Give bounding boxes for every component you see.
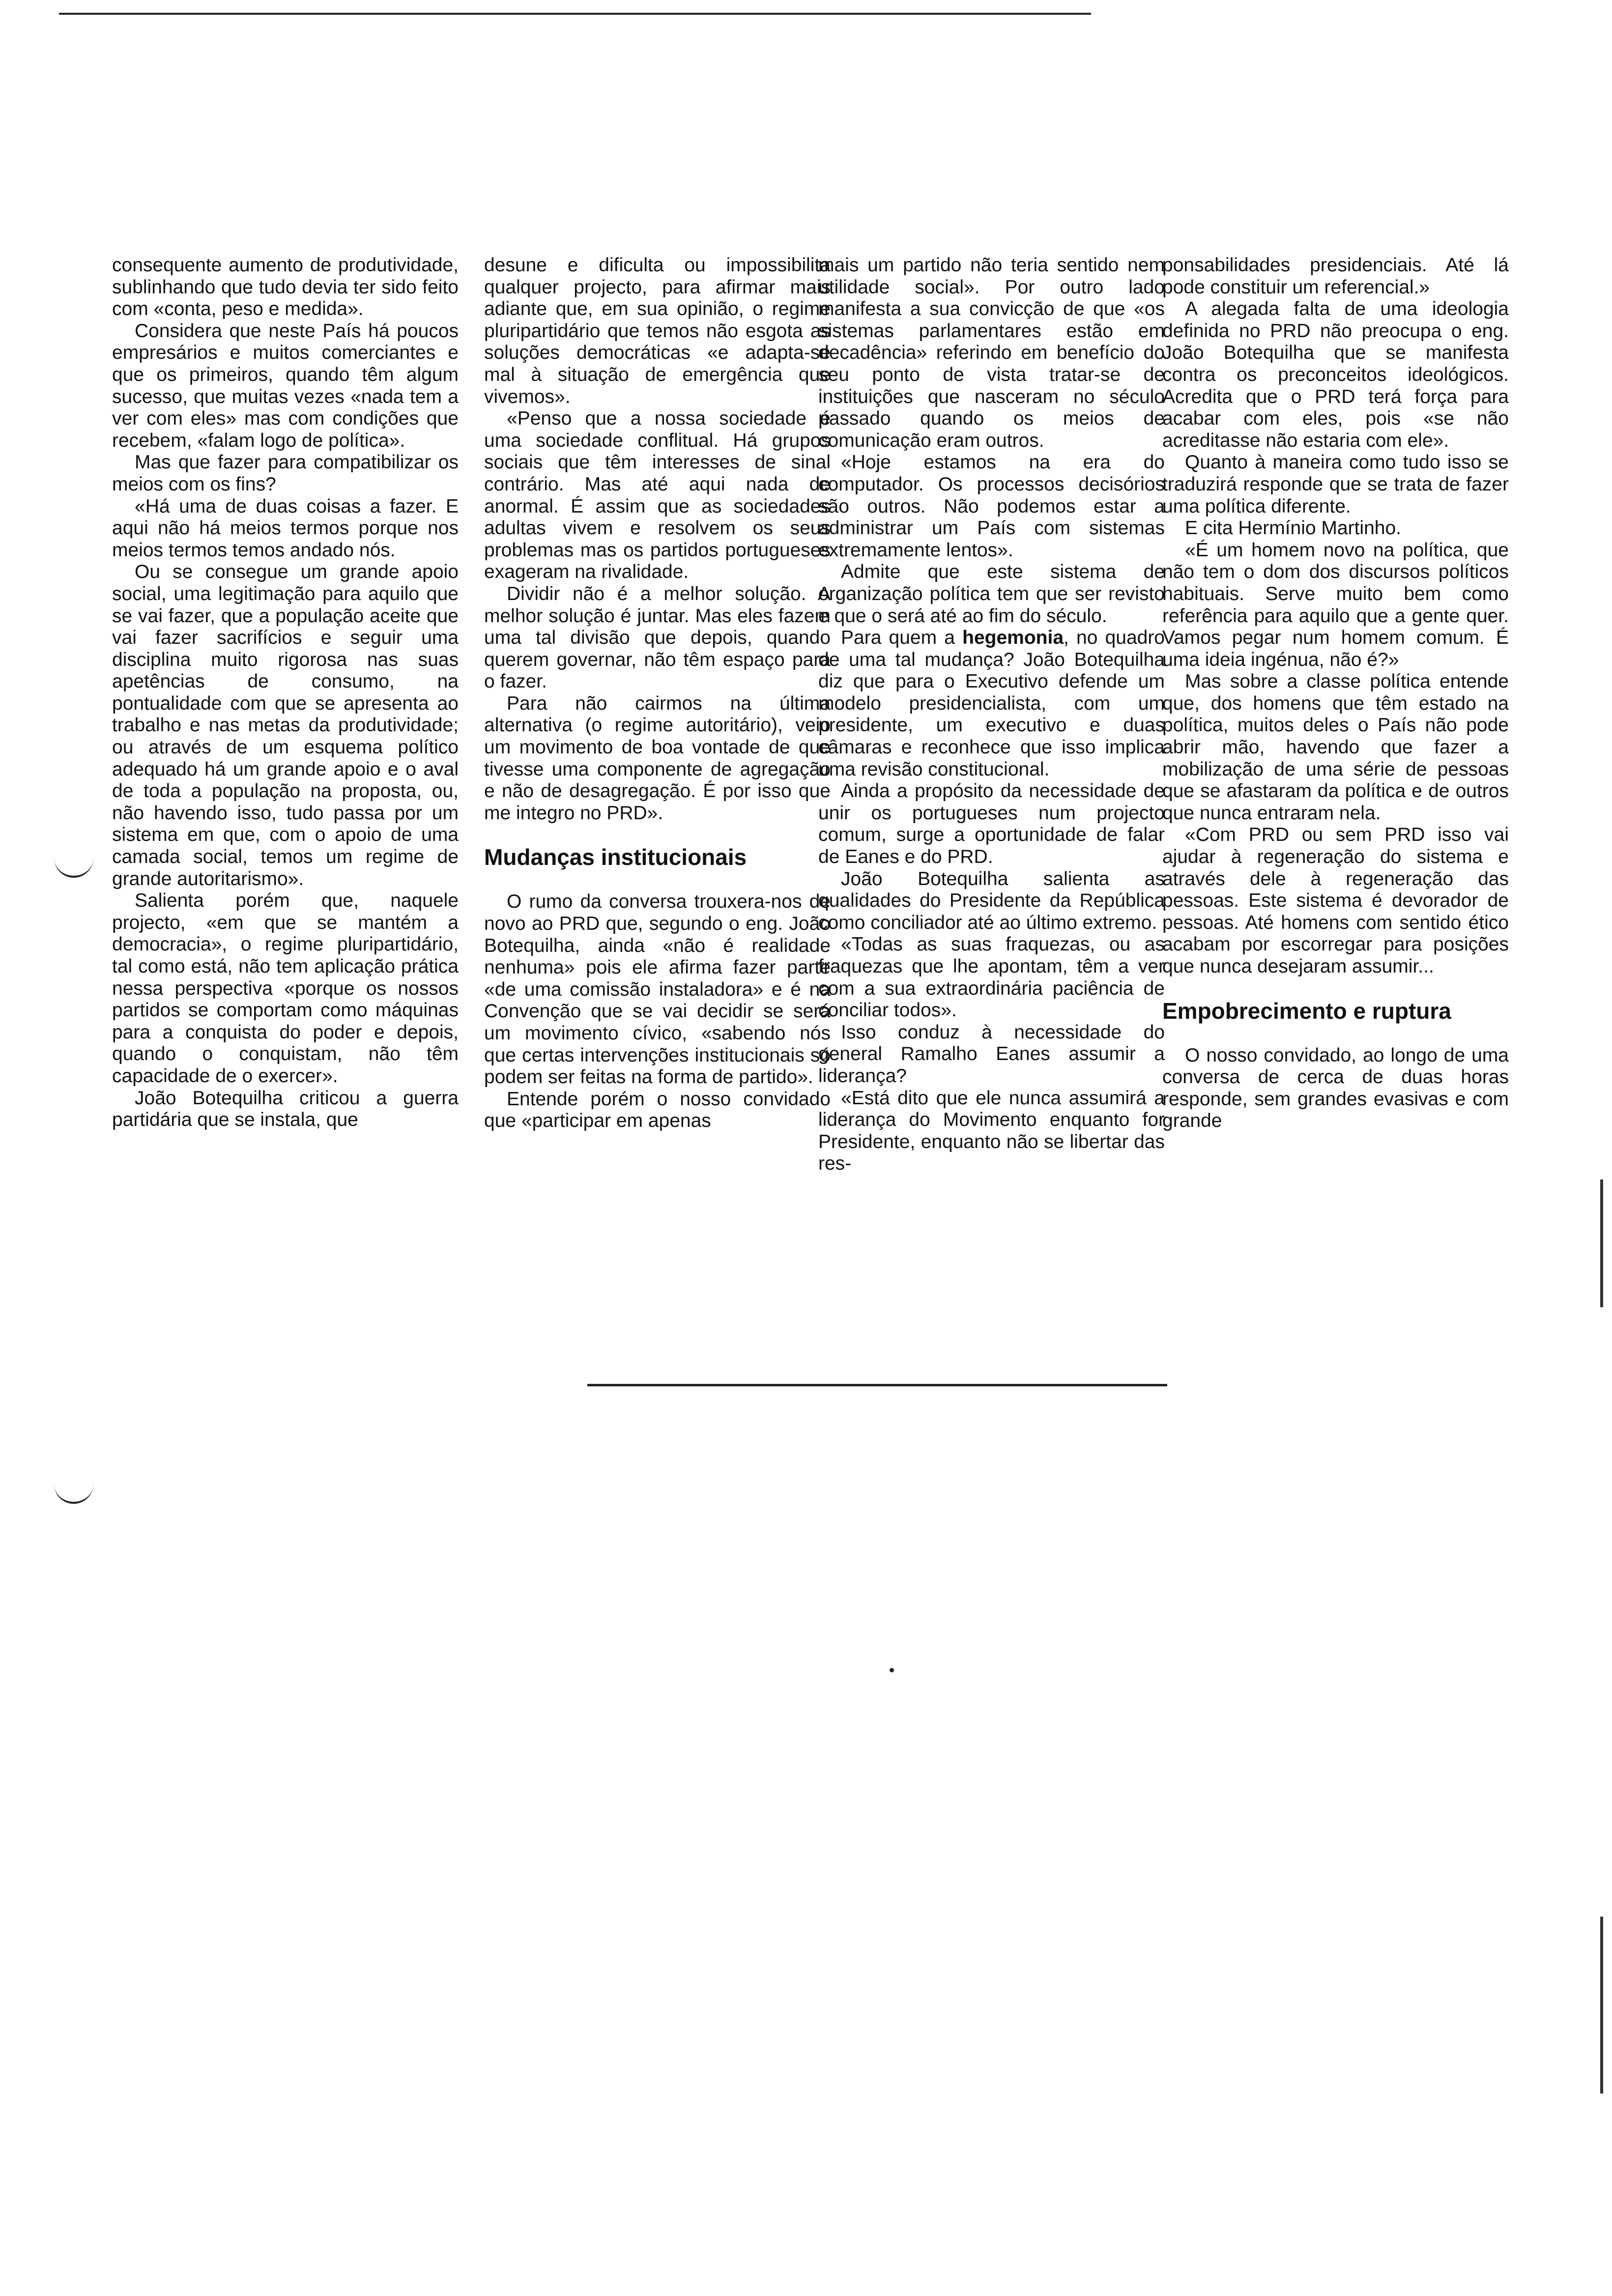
paragraph: Para não cairmos na última alternativa (o regime autoritário), veio um movimento de boa vontade de que tivesse uma componente de agregação e não de desagregação. É por isso que me integro no PRD».	[484, 692, 831, 824]
paragraph: Ainda a propósito da necessidade de unir os portugueses num projecto comum, surge a oportunidade de falar de Eanes e do PRD.	[818, 780, 1165, 868]
paragraph: «Hoje estamos na era do computador. Os processos decisórios são outros. Não podemos estar a administrar um País com sistemas extremamente lentos».	[818, 452, 1165, 561]
top-rule	[59, 13, 1091, 15]
binder-hole-mark	[54, 858, 93, 878]
paragraph: «Com PRD ou sem PRD isso vai ajudar à regeneração do sistema e através dele à regeneração das pessoas. Este sistema é devorador de pessoas. Até homens com sentido ético acabam por escorregar para posições que nunca desejaram assumir...	[1162, 824, 1509, 977]
paragraph: João Botequilha salienta as qualidades do Presidente da República como conciliador até ao último extremo.	[818, 868, 1165, 933]
scan-speck	[890, 1668, 894, 1672]
paragraph: João Botequilha criticou a guerra partidária que se instala, que	[112, 1087, 459, 1131]
scan-edge-mark	[1600, 1917, 1603, 2094]
paragraph: Ou se consegue um grande apoio social, uma legitimação para aquilo que se vai fazer, que a população aceite que vai fazer sacrifícios e seguir uma disciplina muito rigorosa nas suas apetências de consumo, na pontualidade com que se apresenta ao trabalho e nas metas da produtividade; ou através de um esquema político adequado há um grande apoio e o aval de toda a população na proposta, ou, não havendo isso, tudo passa por um sistema em que, com o apoio de uma camada social, temos um regime de grande autoritarismo».	[112, 561, 459, 890]
scan-edge-mark	[1600, 1179, 1603, 1307]
section-heading-empobrecimento: Empobrecimento e ruptura	[1162, 998, 1451, 1024]
paragraph: Mas que fazer para compatibilizar os meios com os fins?	[112, 452, 459, 495]
paragraph: Entende porém o nosso convidado que «participar em apenas	[484, 1088, 831, 1132]
section-heading-mudancas: Mudanças institucionais	[484, 844, 747, 870]
paragraph: «Há uma de duas coisas a fazer. E aqui não há meios termos porque nos meios termos temos andado nós.	[112, 495, 459, 561]
bottom-rule	[587, 1384, 1167, 1386]
binder-hole-mark	[54, 1484, 93, 1504]
paragraph: «Está dito que ele nunca assumirá a liderança do Movimento enquanto for Presidente, enquanto não se libertar das res-	[818, 1087, 1165, 1175]
paragraph: O nosso convidado, ao longo de uma conversa de cerca de duas horas responde, sem grandes evasivas e com grande	[1162, 1044, 1509, 1132]
text-run: , no quadro de uma tal mudança? João Botequilha diz que para o Executivo defende um modelo presidencialista, com um presidente, um executivo e duas câmaras e reconhece que isso implica uma revisão constitucional.	[818, 627, 1165, 780]
text-run: Para quem a	[841, 627, 963, 649]
column-3	[818, 255, 1165, 1175]
paragraph: Isso conduz à necessidade do general Ramalho Eanes assumir a liderança?	[818, 1021, 1165, 1087]
paragraph: ponsabilidades presidenciais. Até lá pode constituir um referencial.»	[1162, 255, 1509, 298]
paragraph: consequente aumento de produtividade, sublinhando que tudo devia ter sido feito com «conta, peso e medida».	[112, 255, 459, 320]
paragraph: «Penso que a nossa sociedade é uma sociedade conflitual. Há grupos sociais que têm interesses de sinal contrário. Mas até aqui nada de anormal. É assim que as sociedades adultas vivem e resolvem os seus problemas mas os partidos portugueses exageram na rivalidade.	[484, 408, 831, 583]
paragraph: «É um homem novo na política, que não tem o dom dos discursos políticos habituais. Serve muito bem como referência para aquilo que a gente quer. Vamos pegar num homem comum. É uma ideia ingénua, não é?»	[1162, 539, 1509, 670]
paragraph: Dividir não é a melhor solução. A melhor solução é juntar. Mas eles fazem uma tal divisão que depois, quando querem governar, não têm espaço para o fazer.	[484, 583, 831, 692]
paragraph: A alegada falta de uma ideologia definida no PRD não preocupa o eng. João Botequilha que se manifesta contra os preconceitos ideológicos. Acredita que o PRD terá força para acabar com eles, pois «se não acreditasse não estaria com ele».	[1162, 298, 1509, 451]
paragraph: Considera que neste País há poucos empresários e muitos comerciantes e que os primeiros, quando têm algum sucesso, que muitas vezes «nada tem a ver com eles» mas com condições que recebem, «falam logo de política».	[112, 320, 459, 451]
paragraph: Mas sobre a classe política entende que, dos homens que têm estado na política, muitos deles o País não pode abrir mão, havendo que fazer a mobilização de uma série de pessoas que se afastaram da política e de outros que nunca entraram nela.	[1162, 671, 1509, 824]
column-1	[112, 255, 459, 1131]
column-4	[1162, 255, 1509, 1132]
paragraph: desune e dificulta ou impossibilita qualquer projecto, para afirmar mais adiante que, em sua opinião, o regime pluripartidário que temos não esgota as soluções democráticas «e adapta-se mal à situação de emergência que vivemos».	[484, 255, 831, 407]
paragraph: Salienta porém que, naquele projecto, «em que se mantém a democracia», o regime pluripartidário, tal como está, não tem aplicação prática nessa perspectiva «porque os nossos partidos se comportam como máquinas para a conquista do poder e depois, quando o conquistam, não têm capacidade de o exercer».	[112, 890, 459, 1087]
paragraph: Quanto à maneira como tudo isso se traduzirá responde que se trata de fazer uma política diferente.	[1162, 452, 1509, 517]
paragraph: E cita Hermínio Martinho.	[1185, 517, 1401, 539]
paragraph: «Todas as suas fraquezas, ou as fraquezas que lhe apontam, têm a ver com a sua extraordinária paciência de conciliar todos».	[818, 934, 1165, 1021]
column-2	[484, 255, 831, 1132]
bold-term: hegemonia	[962, 627, 1064, 649]
paragraph: mais um partido não teria sentido nem utilidade social». Por outro lado manifesta a sua convicção de que «os sistemas parlamentares estão em decadência» referindo em benefício do seu ponto de vista tratar-se de instituições que nasceram no século passado quando os meios de comunicação eram outros.	[818, 255, 1165, 451]
paragraph: O rumo da conversa trouxera-nos de novo ao PRD que, segundo o eng. João Botequilha, ainda «não é realidade nenhuma» pois ele afirma fazer parte «de uma comissão instaladora» e é na Convenção que se vai decidir se será um movimento cívico, «sabendo nós que certas intervenções institucionais só podem ser feitas na forma de partido».	[484, 891, 831, 1088]
paragraph: Admite que este sistema de organização política tem que ser revisto e que o será até ao fim do século.	[818, 561, 1165, 627]
paragraph-hegemonia	[818, 627, 1165, 780]
